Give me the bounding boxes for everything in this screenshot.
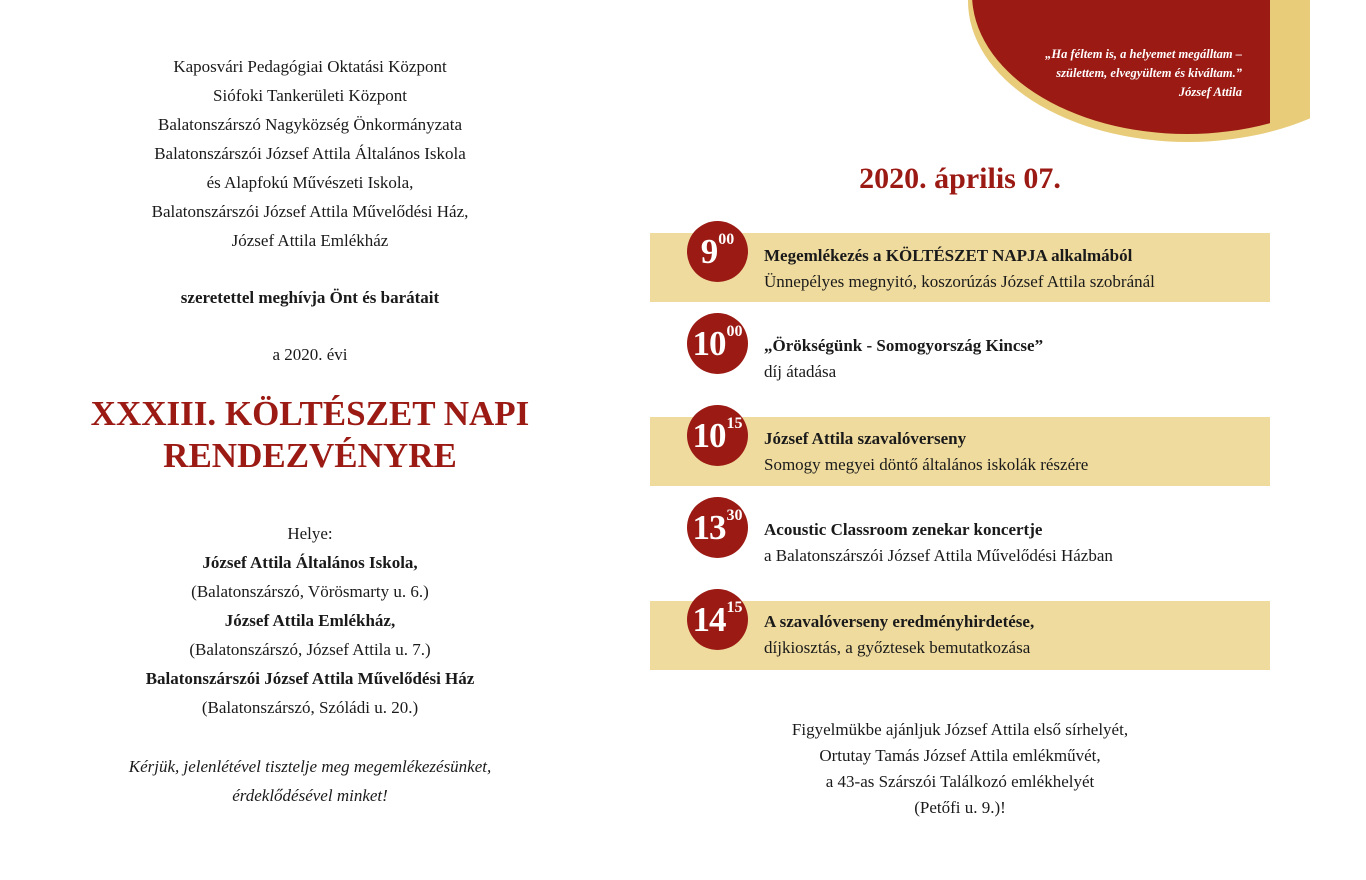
schedule-text (764, 333, 1043, 385)
recommendation-line: Ortutay Tamás József Attila emlékművét, (819, 746, 1101, 765)
organizer-line: és Alapfokú Művészeti Iskola, (206, 173, 414, 192)
schedule-subtitle: Ünnepélyes megnyitó, koszorúzás József Attila szobránál (764, 272, 1155, 291)
organizer-list (60, 52, 560, 255)
schedule-item (650, 598, 1270, 670)
schedule-subtitle: díjkiosztás, a győztesek bemutatkozása (764, 638, 1031, 657)
schedule-title: Megemlékezés a KÖLTÉSZET NAPJA alkalmából (764, 246, 1133, 265)
closing-line: Kérjük, jelenlétével tisztelje meg megemlékezésünket, (128, 757, 492, 776)
poem-quote (990, 45, 1242, 102)
time-minute: 00 (718, 230, 735, 248)
organizer-line: Siófoki Tankerületi Központ (213, 86, 407, 105)
schedule-title: „Örökségünk - Somogyország Kincse” (764, 336, 1044, 355)
quote-author: József Attila (1178, 85, 1242, 99)
recommendation-line: (Petőfi u. 9.)! (914, 798, 1006, 817)
schedule-item (650, 322, 1270, 394)
schedule-text (764, 426, 1088, 478)
schedule-subtitle: díj átadása (764, 362, 837, 381)
schedule-subtitle: a Balatonszárszói József Attila Művelődési Házban (764, 546, 1113, 565)
event-date: 2020. április 07. (859, 162, 1061, 195)
event-title-line: RENDEZVÉNYRE (163, 436, 457, 475)
invite-line: szeretettel meghívja Önt és barátait (180, 288, 440, 307)
venue-address: (Balatonszárszó, Vörösmarty u. 6.) (191, 582, 429, 601)
schedule-text (764, 609, 1034, 661)
closing-text (60, 752, 560, 810)
time-minute: 30 (726, 506, 743, 524)
recommendation-text (650, 717, 1270, 821)
time-hour: 13 (692, 508, 726, 547)
venue-name: Balatonszárszói József Attila Művelődési Ház (145, 669, 475, 688)
event-title-line: XXXIII. KÖLTÉSZET NAPI (90, 394, 530, 433)
organizer-line: József Attila Emlékház (231, 231, 389, 250)
recommendation-line: a 43-as Szárszói Találkozó emlékhelyét (825, 772, 1095, 791)
venue-name: József Attila Emlékház, (224, 611, 396, 630)
venue-address: (Balatonszárszó, Szóládi u. 20.) (201, 698, 419, 717)
schedule-item (650, 230, 1270, 302)
quote-line: „Ha féltem is, a helyemet megálltam – (1045, 47, 1242, 61)
time-hour: 14 (692, 600, 726, 639)
organizer-line: Balatonszárszó Nagyközség Önkormányzata (158, 115, 462, 134)
time-minute: 15 (726, 598, 743, 616)
schedule-text (764, 243, 1155, 295)
invitation-left-column (60, 52, 560, 810)
time-badge (687, 221, 748, 282)
time-minute: 15 (726, 414, 743, 432)
schedule-title: Acoustic Classroom zenekar koncertje (764, 520, 1043, 539)
time-badge (687, 313, 748, 374)
time-minute: 00 (726, 322, 743, 340)
recommendation-line: Figyelmükbe ajánljuk József Attila első sírhelyét, (791, 720, 1129, 739)
venue-label: Helye: (287, 524, 333, 543)
time-hour: 10 (692, 324, 726, 363)
schedule-subtitle: Somogy megyei döntő általános iskolák részére (764, 455, 1089, 474)
schedule-title: A szavalóverseny eredményhirdetése, (764, 612, 1035, 631)
schedule-item (650, 506, 1270, 578)
schedule-title: József Attila szavalóverseny (764, 429, 967, 448)
venue-name: József Attila Általános Iskola, (202, 553, 418, 572)
organizer-line: Balatonszárszói József Attila Általános Iskola (154, 144, 466, 163)
time-badge (687, 497, 748, 558)
closing-line: érdeklődésével minket! (232, 786, 388, 805)
organizer-line: Kaposvári Pedagógiai Oktatási Központ (173, 57, 447, 76)
venue-block (60, 519, 560, 722)
time-badge (687, 589, 748, 650)
quote-line: születtem, elvegyültem és kiváltam.” (1056, 66, 1242, 80)
schedule-text (764, 517, 1113, 569)
event-title (60, 393, 560, 477)
schedule-item (650, 414, 1270, 486)
time-hour: 9 (700, 232, 718, 271)
year-line: a 2020. évi (272, 345, 348, 364)
time-badge (687, 405, 748, 466)
organizer-line: Balatonszárszói József Attila Művelődési Ház, (151, 202, 469, 221)
venue-address: (Balatonszárszó, József Attila u. 7.) (189, 640, 431, 659)
time-hour: 10 (692, 416, 726, 455)
